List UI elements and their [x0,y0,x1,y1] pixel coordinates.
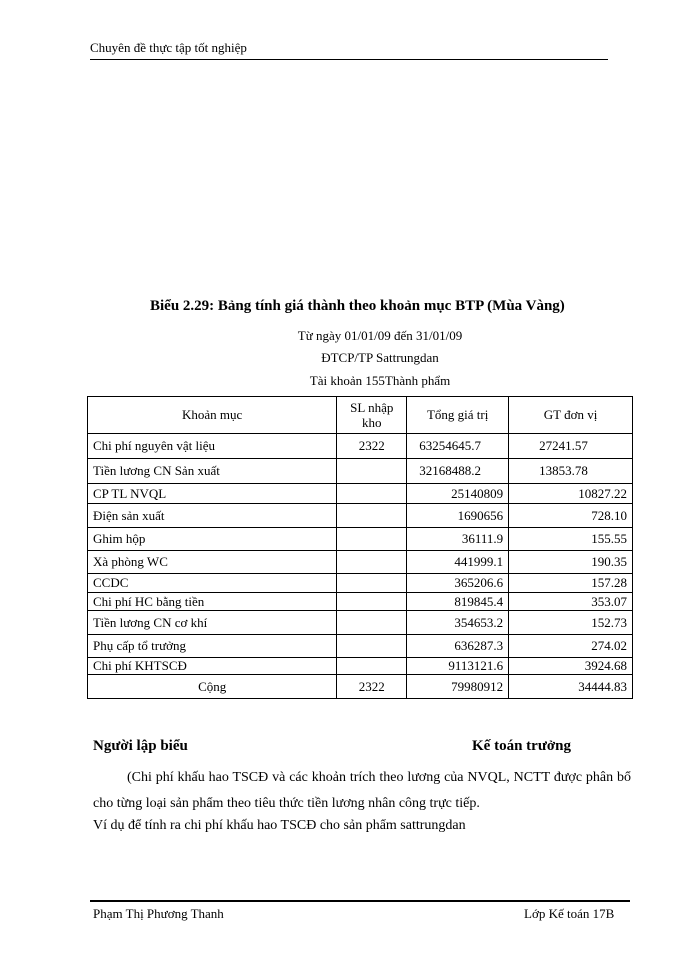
cell-unit: 728.10 [509,504,633,528]
cell-item: Chi phí nguyên vật liệu [88,434,337,459]
cost-table [87,396,633,699]
footer-class: Lớp Kế toán 17B [524,906,615,921]
table-row [88,611,633,635]
cell-qty: 2322 [337,434,407,459]
cell-item: Chi phí HC bằng tiền [88,593,337,611]
cell-total: 25140809 [407,484,509,504]
cell-unit: 27241.57 [509,434,633,459]
total-value: 79980912 [407,675,509,699]
cell-total: 819845.4 [407,593,509,611]
table-title: Biểu 2.29: Bảng tính giá thành theo khoản mục BTP (Mùa Vàng) [150,298,565,314]
cell-qty [337,484,407,504]
cell-qty [337,658,407,675]
page-header: Chuyên đề thực tập tốt nghiệp [90,40,608,60]
cell-unit: 152.73 [509,611,633,635]
cell-total: 32168488.2 [407,459,509,484]
cell-qty [337,635,407,658]
cell-item: CCDC [88,574,337,593]
cell-total: 36111.9 [407,528,509,551]
preparer-signature: Người lập biểu [93,738,188,754]
table-row [88,528,633,551]
cell-item: CP TL NVQL [88,484,337,504]
cell-item: Chi phí KHTSCĐ [88,658,337,675]
cell-qty [337,551,407,574]
cell-total: 636287.3 [407,635,509,658]
table-header-row [88,397,633,434]
cell-qty [337,574,407,593]
table-row [88,551,633,574]
cell-total: 1690656 [407,504,509,528]
cell-unit: 190.35 [509,551,633,574]
cell-unit: 353.07 [509,593,633,611]
total-unit: 34444.83 [509,675,633,699]
table-row [88,635,633,658]
cell-total: 354653.2 [407,611,509,635]
table-row [88,658,633,675]
cell-item: Xà phòng WC [88,551,337,574]
cell-item: Phụ cấp tổ trưởng [88,635,337,658]
cell-qty [337,593,407,611]
header-unit: GT đơn vị [509,397,633,434]
footer-author: Phạm Thị Phương Thanh [93,906,224,921]
cell-qty [337,459,407,484]
cell-unit: 157.28 [509,574,633,593]
chief-accountant-signature: Kế toán trưởng [472,738,571,754]
header-total: Tổng giá trị [407,397,509,434]
table-row [88,593,633,611]
account-line: Tài khoản 155Thành phẩm [309,373,451,388]
cell-total: 9113121.6 [407,658,509,675]
cell-unit: 274.02 [509,635,633,658]
cell-item: Ghim hộp [88,528,337,551]
header-qty: SL nhập kho [337,397,407,434]
table-row [88,574,633,593]
table-row [88,484,633,504]
cell-item: Điện sản xuất [88,504,337,528]
cell-item: Tiền lương CN cơ khí [88,611,337,635]
note-paragraph: (Chi phí khấu hao TSCĐ và các khoản trích theo lương của NVQL, NCTT được phân bổ cho từng loại sản phẩm theo tiêu thức tiền lương nhân công trực tiếp. [93,770,631,811]
table-row [88,434,633,459]
cell-qty [337,504,407,528]
total-row [88,675,633,699]
cell-unit: 3924.68 [509,658,633,675]
footer-divider [90,900,630,902]
cell-qty [337,528,407,551]
table-row [88,504,633,528]
cell-total: 365206.6 [407,574,509,593]
total-qty: 2322 [337,675,407,699]
example-paragraph: Ví dụ để tính ra chi phí khấu hao TSCĐ cho sản phẩm sattrungdan [93,818,466,833]
cell-item: Tiền lương CN Sản xuất [88,459,337,484]
cell-unit: 155.55 [509,528,633,551]
date-range: Từ ngày 01/01/09 đến 31/01/09 [297,328,463,343]
cell-total: 63254645.7 [407,434,509,459]
header-item: Khoản mục [88,397,337,434]
cell-total: 441999.1 [407,551,509,574]
cost-object: ĐTCP/TP Sattrungdan [321,350,439,365]
total-label: Cộng [88,675,337,699]
cell-unit: 13853.78 [509,459,633,484]
table-row [88,459,633,484]
cell-unit: 10827.22 [509,484,633,504]
cell-qty [337,611,407,635]
